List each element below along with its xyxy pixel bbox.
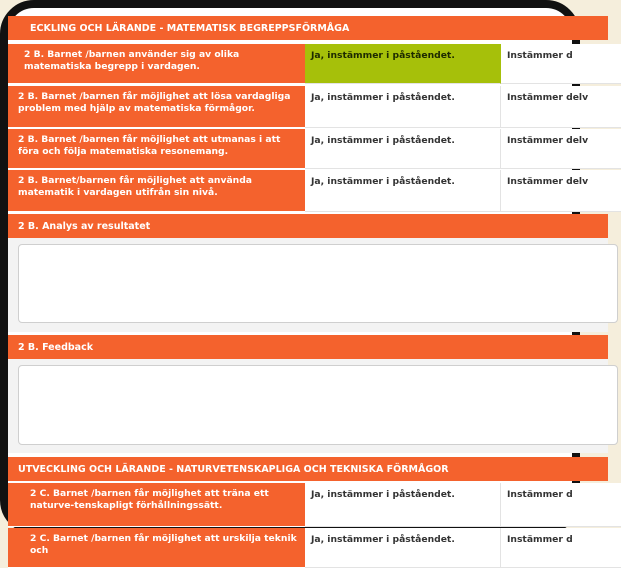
feedback-header (8, 335, 608, 359)
answer-option-agree[interactable] (305, 86, 501, 128)
answer-option-agree[interactable] (305, 528, 501, 568)
answer-label: Ja, instämmer i påståendet. (311, 176, 455, 187)
question-text: 2 C. Barnet /barnen får möjlighet att urskilja teknik och (30, 533, 297, 556)
answer-option-partly[interactable] (501, 483, 621, 527)
answer-label: Ja, instämmer i påståendet. (311, 534, 455, 545)
question-row-6 (8, 528, 305, 568)
question-row-1 (8, 44, 305, 84)
section-header-science (8, 457, 608, 481)
feedback-label: 2 B. Feedback (18, 341, 94, 353)
analysis-textarea[interactable] (18, 244, 618, 323)
answer-label: Ja, instämmer i påståendet. (311, 50, 455, 61)
answer-option-partly[interactable] (501, 170, 621, 212)
question-row-4 (8, 170, 305, 212)
question-row-3 (8, 129, 305, 169)
analysis-label: 2 B. Analys av resultatet (18, 220, 151, 232)
answer-option-partly[interactable] (501, 44, 621, 84)
feedback-textarea[interactable] (18, 365, 618, 445)
question-text: 2 B. Barnet /barnen får möjlighet att lösa vardagliga problem med hjälp av matematiska förmågor. (18, 91, 291, 114)
answer-option-partly[interactable] (501, 129, 621, 169)
answer-option-partly[interactable] (501, 528, 621, 568)
answer-label: Instämmer d (507, 50, 573, 61)
answer-label: Ja, instämmer i påståendet. (311, 135, 455, 146)
answer-option-agree-selected[interactable] (305, 44, 501, 84)
question-text: 2 B. Barnet /barnen använder sig av olika matematiska begrepp i vardagen. (24, 49, 240, 72)
answer-label: Ja, instämmer i påståendet. (311, 92, 455, 103)
section-header-math (8, 16, 608, 40)
answer-label: Instämmer d (507, 534, 573, 545)
analysis-header (8, 214, 608, 238)
answer-option-partly[interactable] (501, 86, 621, 128)
answer-label: Instämmer d (507, 489, 573, 500)
question-row-5 (8, 483, 305, 527)
question-text: 2 B. Barnet/barnen får möjlighet att använda matematik i vardagen utifrån sin nivå. (18, 175, 252, 198)
section-title: UTVECKLING OCH LÄRANDE - NATURVETENSKAPLIGA OCH TEKNISKA FÖRMÅGOR (18, 463, 449, 475)
answer-label: Instämmer delv (507, 176, 589, 187)
answer-label: Ja, instämmer i påståendet. (311, 489, 455, 500)
answer-option-agree[interactable] (305, 170, 501, 212)
answer-option-agree[interactable] (305, 483, 501, 527)
answer-option-agree[interactable] (305, 129, 501, 169)
question-text: 2 B. Barnet /barnen får möjlighet att utmanas i att föra och följa matematiska resonemang. (18, 134, 281, 157)
question-row-2 (8, 86, 305, 128)
answer-label: Instämmer delv (507, 92, 589, 103)
question-text: 2 C. Barnet /barnen får möjlighet att träna ett naturve-tenskapligt förhållningssätt. (30, 488, 269, 511)
answer-label: Instämmer delv (507, 135, 589, 146)
section-title: ECKLING OCH LÄRANDE - MATEMATISK BEGREPPSFÖRMÅGA (30, 22, 350, 34)
